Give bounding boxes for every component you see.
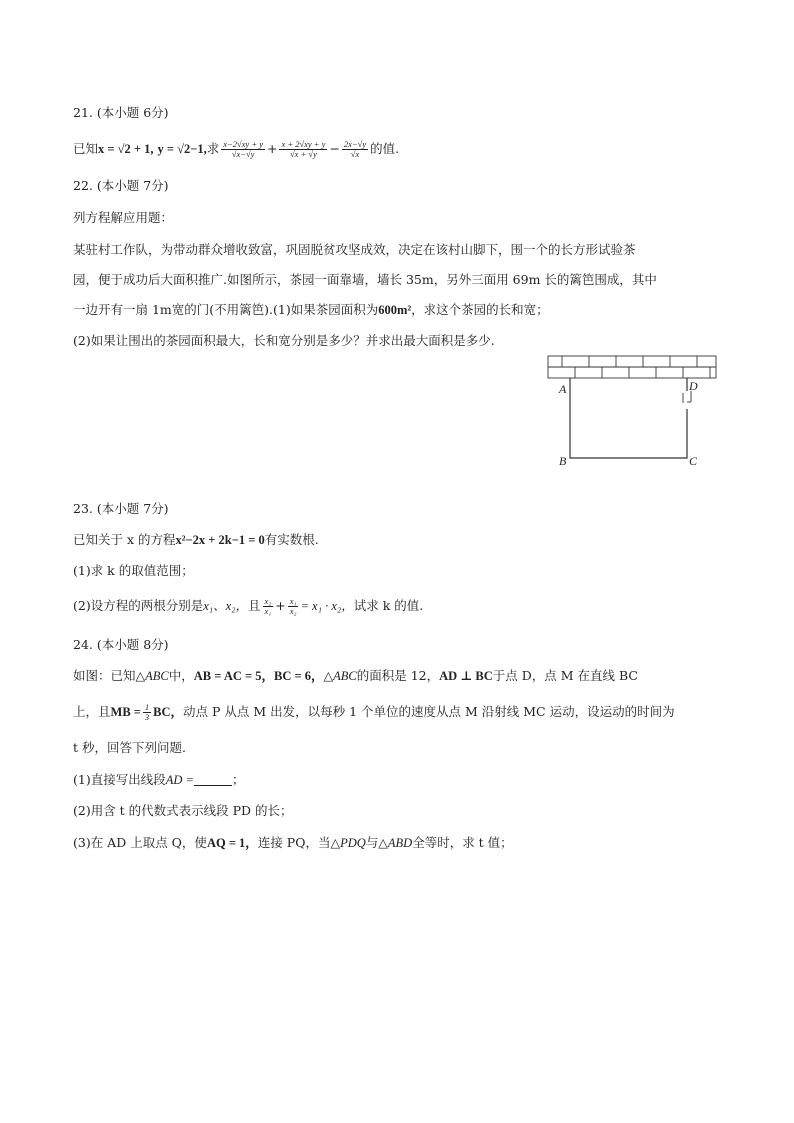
q24-line-1 xyxy=(73,667,638,685)
q21-tail: 的值. xyxy=(370,141,400,156)
q22-para-3c: ，求这个茶园的长和宽； xyxy=(411,302,549,317)
q21-statement xyxy=(73,140,399,159)
q22-para-4: (2)如果让围出的茶园面积最大，长和宽分别是多少？并求出最大面积是多少. xyxy=(73,333,495,348)
q23-fraction-1 xyxy=(263,597,274,616)
q24-frac-den: 3 xyxy=(144,712,150,722)
q24-l1b: △ABC xyxy=(135,669,169,683)
q24-l6e: 与 xyxy=(365,835,379,850)
q21-minus: − xyxy=(329,141,340,156)
q24-l1c: 中， xyxy=(168,668,194,683)
q24-l2a: 上，且 xyxy=(73,704,111,719)
q22-heading: 22. (本小题 7分) xyxy=(73,178,169,193)
q23-roots: x₁、x₂， xyxy=(203,599,249,613)
q24-line-3: t 秒，回答下列问题. xyxy=(73,740,186,755)
q24-line-4 xyxy=(73,771,244,789)
q21-heading: 21. (本小题 6分) xyxy=(73,105,169,120)
q22-para-2: 园，便于成功后大面积推广.如图所示，茶园一面靠墙，墙长 35m，另外三面用 69m 长的篱笆围成，其中 xyxy=(73,272,657,287)
q21-known: 已知 xyxy=(73,141,99,156)
brick-wall xyxy=(548,356,716,378)
q23-line-3 xyxy=(73,597,423,616)
q24-l6b: AQ = 1， xyxy=(206,836,258,850)
q23-line-2: (1)求 k 的取值范围； xyxy=(73,563,194,578)
q24-l6a: (3)在 AD 上取点 Q，使 xyxy=(73,835,207,850)
q23-l3e: 试求 k 的值. xyxy=(353,598,424,613)
q24-l4c: ； xyxy=(231,772,245,787)
q21-x-eq: x = √2 + 1, xyxy=(98,142,154,156)
point-label-a: A xyxy=(559,382,567,396)
q21-f1-num: x−2√xy + y xyxy=(223,139,263,149)
q22-intro: 列方程解应用题： xyxy=(73,210,174,225)
q24-l1h: 于点 D，点 M 在直线 BC xyxy=(492,668,638,683)
q24-l4a: (1)直接写出线段 xyxy=(73,772,166,787)
q24-frac-num: 1 xyxy=(144,702,150,712)
q23-plus: + xyxy=(275,598,286,613)
q24-l2c: BC， xyxy=(153,705,184,719)
q21-plus: + xyxy=(266,141,278,156)
q23-product: = x₁ · x₂， xyxy=(300,599,354,613)
q24-l1f: 的面积是 12， xyxy=(356,668,440,683)
q23-f1-den: x₁ xyxy=(264,606,272,616)
tea-garden-figure xyxy=(545,354,725,470)
q24-fraction xyxy=(143,703,151,722)
q23-l1a: 已知关于 x 的方程 xyxy=(73,532,176,547)
q22-area-value: 600m² xyxy=(378,303,412,317)
q24-l2d: 动点 P 从点 M 出发，以每秒 1 个单位的速度从点 M 沿射线 MC 运动，设运动的时间为 xyxy=(183,704,675,719)
point-label-b: B xyxy=(559,454,567,468)
q21-f2-den: √x + √y xyxy=(290,149,317,159)
q22-para-3 xyxy=(73,301,549,319)
q23-fraction-2 xyxy=(288,597,299,616)
q24-l4b: AD = xyxy=(165,773,194,787)
fence xyxy=(570,378,687,458)
q23-f2-den: x₂ xyxy=(289,606,297,616)
q23-equation: x²−2x + 2k−1 = 0 xyxy=(175,533,265,547)
q23-l3c: 且 xyxy=(248,598,261,613)
q23-f2-num: x₁ xyxy=(289,596,297,606)
q21-f2-num: x + 2√xy + y xyxy=(281,139,326,149)
q24-line-6 xyxy=(73,834,513,852)
q21-f1-den: √x−√y xyxy=(231,149,255,159)
q24-l6c: 连接 PQ，当 xyxy=(257,835,331,850)
q24-l2b: MB = xyxy=(110,705,141,719)
q21-f3-den: √x xyxy=(350,149,360,159)
answer-blank[interactable] xyxy=(194,773,232,786)
q21-y-eq: y = √2−1, xyxy=(157,142,207,156)
q24-line-5: (2)用含 t 的代数式表示线段 PD 的长； xyxy=(73,803,293,818)
q23-line-1 xyxy=(73,531,319,549)
q24-l6f: △ABD xyxy=(378,836,413,850)
q24-line-2 xyxy=(73,703,675,722)
point-label-d: D xyxy=(689,379,698,393)
q23-l3a: (2)设方程的两根分别是 xyxy=(73,598,204,613)
q23-heading: 23. (本小题 7分) xyxy=(73,501,169,516)
q21-fraction-2 xyxy=(279,140,327,159)
q21-fraction-1 xyxy=(221,140,265,159)
q24-l6g: 全等时，求 t 值； xyxy=(412,835,513,850)
q21-find: 求 xyxy=(206,141,220,156)
q24-l1e: △ABC xyxy=(323,669,357,683)
q24-heading: 24. (本小题 8分) xyxy=(73,637,169,652)
q22-para-3a: 一边开有一扇 1m宽的门(不用篱笆).(1)如果茶园面积为 xyxy=(73,302,379,317)
q23-f1-num: x₂ xyxy=(264,596,272,606)
q22-para-1: 某驻村工作队，为带动群众增收致富，巩固脱贫攻坚成效，决定在该村山脚下，围一个的长方形试验茶 xyxy=(73,242,636,257)
q21-f3-num: 2x−√y xyxy=(343,139,367,149)
q24-l6d: △PDQ xyxy=(330,836,366,850)
point-label-c: C xyxy=(689,454,698,468)
q21-fraction-3 xyxy=(342,140,368,159)
q24-l1a: 如图：已知 xyxy=(73,668,136,683)
q24-l1g: AD ⊥ BC xyxy=(439,669,493,683)
q24-l1d: AB = AC = 5，BC = 6， xyxy=(193,669,324,683)
q23-l1c: 有实数根. xyxy=(264,532,319,547)
